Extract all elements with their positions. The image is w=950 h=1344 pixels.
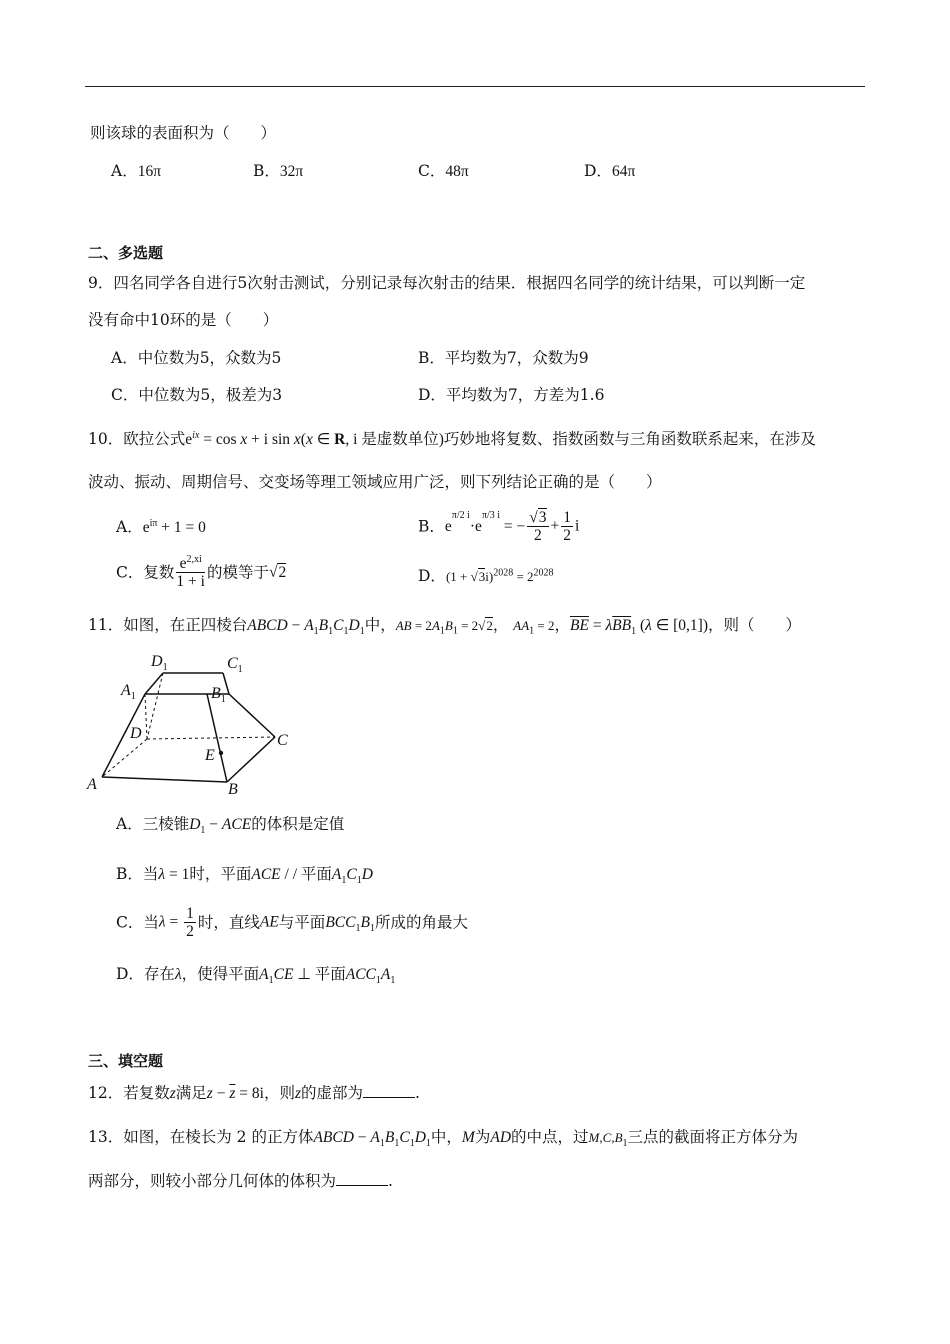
q8-option-d[interactable]: D．64π (584, 162, 636, 180)
q11-option-c[interactable]: C．当λ = $\frac{1}{2}$ 时，直线AE与平面$BCC_1B_1$所成的角最大 (116, 905, 468, 940)
q8-option-c[interactable]: C．48π (418, 162, 469, 180)
q9-stem-line2: 没有命中10环的是（ ） (88, 311, 279, 329)
q11-option-a[interactable]: A．三棱锥$D_1$ − ACE的体积是定值 (116, 815, 345, 837)
q10-option-a[interactable]: A．$e^{i\pi} + 1 = 0$ (116, 517, 206, 536)
q9-option-c[interactable]: C．中位数为5，极差为3 (111, 386, 283, 404)
q13-stem-line2: 两部分，则较小部分几何体的体积为 . (88, 1172, 393, 1190)
q13-stem-line1: 13．如图，在棱长为 2 的正方体ABCD − $A_1B_1C_1D_1$中，M为AD的中点，过$M,C,B_1$三点的截面将正方体分为 (88, 1128, 799, 1150)
point-e-dot (219, 751, 223, 755)
q10-stem-line2: 波动、振动、周期信号、交变场等理工领域应用广泛，则下列结论正确的是（ ） (88, 473, 662, 491)
q8-stem: 则该球的表面积为（ ） (90, 124, 277, 142)
section-heading-multiple-choice: 二、多选题 (88, 244, 164, 262)
label-b1: $B_1$ (211, 685, 226, 705)
q9-option-a[interactable]: A．中位数为5，众数为5 (111, 349, 282, 367)
label-b: B (228, 781, 238, 798)
label-d: D (130, 725, 142, 742)
q11-option-b[interactable]: B．当λ = 1时，平面ACE / / 平面$A_1C_1D$ (116, 865, 373, 887)
label-a1: $A_1$ (121, 682, 136, 702)
q8-option-a[interactable]: A．16π (111, 162, 162, 180)
q13-answer-blank[interactable] (336, 1171, 388, 1186)
q11-frustum-figure (85, 648, 295, 798)
header-rule (85, 86, 865, 87)
q8-option-b[interactable]: B．32π (253, 162, 304, 180)
q10-option-b[interactable]: B．$e^{\pi/2 i}\cdot e^{\pi/3 i}$ = − $\frac{√3}{2}$ + $\frac{1}{2}$ i (418, 509, 580, 544)
label-e: E (205, 747, 215, 764)
q9-option-d[interactable]: D．平均数为7，方差为1.6 (418, 386, 605, 404)
q12-stem: 12．若复数z满足$z - \overline{z} = 8i$，则z的虚部为 . (88, 1084, 420, 1102)
label-c: C (277, 732, 288, 749)
q9-option-b[interactable]: B．平均数为7，众数为9 (418, 349, 589, 367)
label-a: A (87, 776, 97, 793)
q10-option-d[interactable]: D．$(1 + √3i)^{2028} = 2^{2028}$ (418, 567, 554, 585)
q12-answer-blank[interactable] (363, 1083, 415, 1098)
q10-option-c[interactable]: C．复数 $\frac{e^{2,xi}}{1 + i}$ 的模等于√2 (116, 553, 287, 590)
q10-stem-line1: 10．欧拉公式$e^{ix} = \cos x + i$ sin x(x ∈ R, i 是虚数单位)巧妙地将复数、指数函数与三角函数联系起来，在涉及 (88, 429, 816, 448)
q11-stem: 11．如图，在正四棱台ABCD − $A_1B_1C_1D_1$中，AB = $2A_1B_1 = 2√2$， $AA_1 = 2$，$\overline{BE} = \lambda\overline{BB}_1$ (λ ∈ [0,1])，则（ ） (88, 616, 802, 638)
section-heading-fill-in: 三、填空题 (88, 1052, 164, 1070)
label-c1: $C_1$ (227, 655, 243, 675)
q9-stem-line1: 9．四名同学各自进行5次射击测试，分别记录每次射击的结果．根据四名同学的统计结果，可以判断一定 (88, 274, 806, 292)
q11-option-d[interactable]: D．存在λ，使得平面$A_1CE$ ⊥ 平面$ACC_1A_1$ (116, 965, 396, 987)
label-d1: $D_1$ (151, 653, 168, 673)
